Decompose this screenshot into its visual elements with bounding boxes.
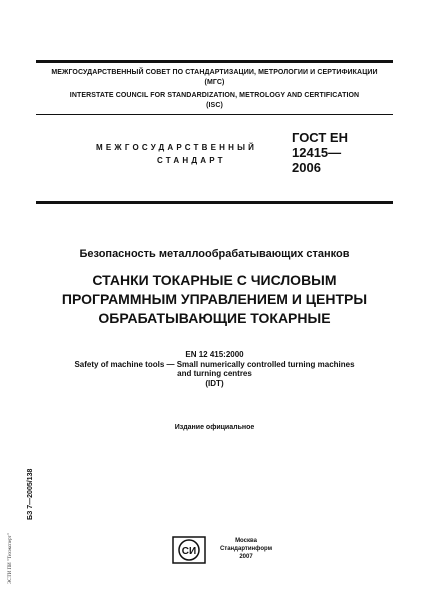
council-ru <box>36 68 393 87</box>
edition-label: Издание официальное <box>174 424 255 431</box>
en-reference-title-line1: Safety of machine tools — Small numerically controlled turning machines <box>74 359 355 369</box>
header-rule <box>36 114 393 115</box>
en-reference-code: EN 12 415:2000 <box>185 350 244 359</box>
doc-number <box>292 130 382 175</box>
publisher-year: 2007 <box>239 554 253 560</box>
en-reference-title-line2: and turning centres <box>177 369 252 378</box>
standard-title-line2: ПРОГРАММНЫМ УПРАВЛЕНИЕМ И ЦЕНТРЫ <box>61 291 368 307</box>
publisher-name: Стандартинформ <box>219 546 273 552</box>
doc-number-line1: ГОСТ ЕН <box>292 130 348 145</box>
council-en-line1: INTERSTATE COUNCIL FOR STANDARDIZATION, METROLOGY AND CERTIFICATION <box>69 92 360 99</box>
en-reference-idt: (IDT) <box>205 378 224 388</box>
publisher-city: Москва <box>235 538 257 544</box>
publisher-logo-icon <box>172 536 206 564</box>
title-block-rule <box>36 201 393 204</box>
publisher-logo-text: СИ <box>181 546 197 557</box>
council-ru-line1: МЕЖГОСУДАРСТВЕННЫЙ СОВЕТ ПО СТАНДАРТИЗАЦИИ, МЕТРОЛОГИИ И СЕРТИФИКАЦИИ <box>51 69 378 76</box>
group-title: Безопасность металлообрабатывающих станков <box>79 248 350 260</box>
side-stamp: ЭСТИ ПИ "Техэксперт" <box>8 533 13 584</box>
council-ru-line2: (МГС) <box>204 78 225 86</box>
top-rule <box>36 60 393 63</box>
doc-type <box>96 141 266 167</box>
council-en <box>36 91 393 110</box>
standard-title-line3: ОБРАБАТЫВАЮЩИЕ ТОКАРНЫЕ <box>98 310 331 326</box>
publisher <box>211 537 281 561</box>
doc-number-line2: 12415— <box>292 145 342 160</box>
doc-type-line2: СТАНДАРТ <box>157 156 226 165</box>
en-reference <box>36 350 393 388</box>
standard-title-line1: СТАНКИ ТОКАРНЫЕ С ЧИСЛОВЫМ <box>92 272 337 288</box>
side-code: БЗ 7—2005/138 <box>27 468 34 520</box>
standard-title <box>36 271 393 328</box>
doc-number-line3: 2006 <box>292 160 321 175</box>
council-en-line2: (ISC) <box>206 101 223 109</box>
doc-type-line1: МЕЖГОСУДАРСТВЕННЫЙ <box>96 143 258 152</box>
